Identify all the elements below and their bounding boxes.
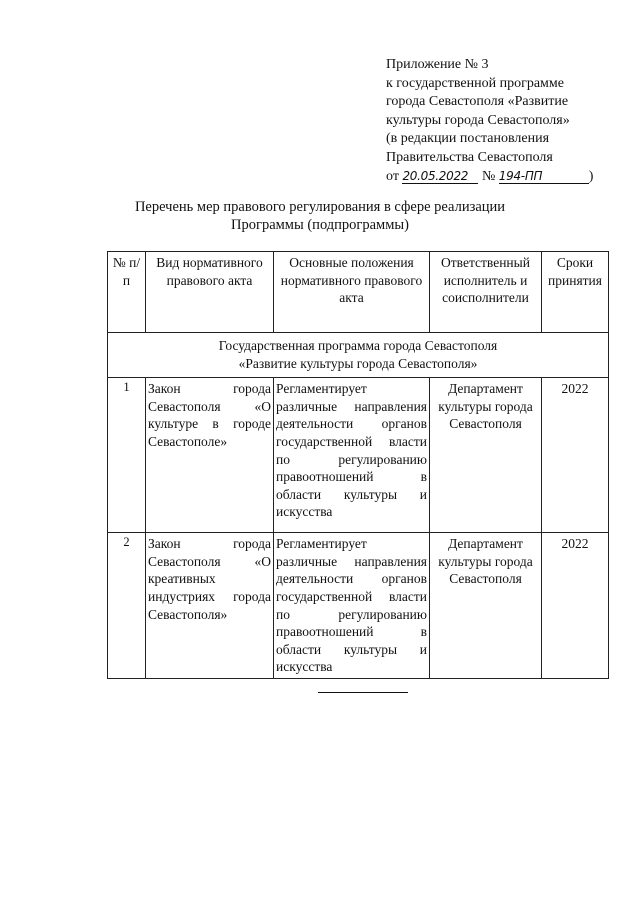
appendix-line: города Севастополя «Развитие — [386, 94, 569, 110]
row-term: 2022 — [542, 533, 609, 679]
row-act: Закон города Севастополя «О культуре в городе Севастополе» — [146, 378, 274, 533]
appendix-date-line — [386, 168, 626, 187]
title-line: Перечень мер правового регулирования в сфере реализации — [134, 199, 506, 215]
section-line: Государственная программа города Севастополя — [218, 338, 498, 353]
row-act: Закон города Севастополя «О креативных индустриях города Севастополя» — [146, 533, 274, 679]
header-provisions: Основные положения нормативного правового акта — [274, 252, 430, 333]
appendix-line: культуры города Севастополя» — [386, 112, 570, 128]
appendix-line: Правительства Севастополя — [386, 149, 553, 165]
row-executor: Департамент культуры города Севастополя — [430, 378, 542, 533]
row-executor: Департамент культуры города Севастополя — [430, 533, 542, 679]
from-label: от — [386, 168, 399, 184]
closing-paren: ) — [588, 168, 594, 184]
measures-table — [107, 251, 609, 679]
appendix-line: (в редакции постановления — [386, 131, 550, 147]
handwritten-number: 194-ПП — [499, 170, 589, 184]
table-row — [108, 533, 609, 679]
title-line: Программы (подпрограммы) — [231, 217, 409, 233]
row-number: 2 — [108, 533, 146, 679]
header-term: Сроки принятия — [542, 252, 609, 333]
appendix-line: к государственной программе — [386, 75, 564, 91]
end-divider — [318, 692, 408, 693]
header-act-type: Вид нормативного правового акта — [146, 252, 274, 333]
row-term: 2022 — [542, 378, 609, 533]
row-provisions: Регламентирует различные направления деятельности органов государственной власти по регулированию правоотношений в области культуры и искусства — [274, 533, 430, 679]
row-number: 1 — [108, 378, 146, 533]
document-title — [110, 198, 530, 234]
table-header-row — [108, 252, 609, 333]
section-line: «Развитие культуры города Севастополя» — [238, 355, 478, 371]
row-provisions: Регламентирует различные направления деятельности органов государственной власти по регулированию правоотношений в области культуры и искусства — [274, 378, 430, 533]
section-title — [108, 333, 609, 378]
handwritten-date: 20.05.2022 — [402, 170, 478, 184]
appendix-block — [386, 56, 626, 186]
table-row — [108, 378, 609, 533]
appendix-line: Приложение № 3 — [386, 57, 489, 72]
header-executor: Ответственный исполнитель и соисполнители — [430, 252, 542, 333]
header-number: № п/п — [108, 252, 146, 333]
table-section-row — [108, 333, 609, 378]
number-label: № — [481, 168, 496, 184]
